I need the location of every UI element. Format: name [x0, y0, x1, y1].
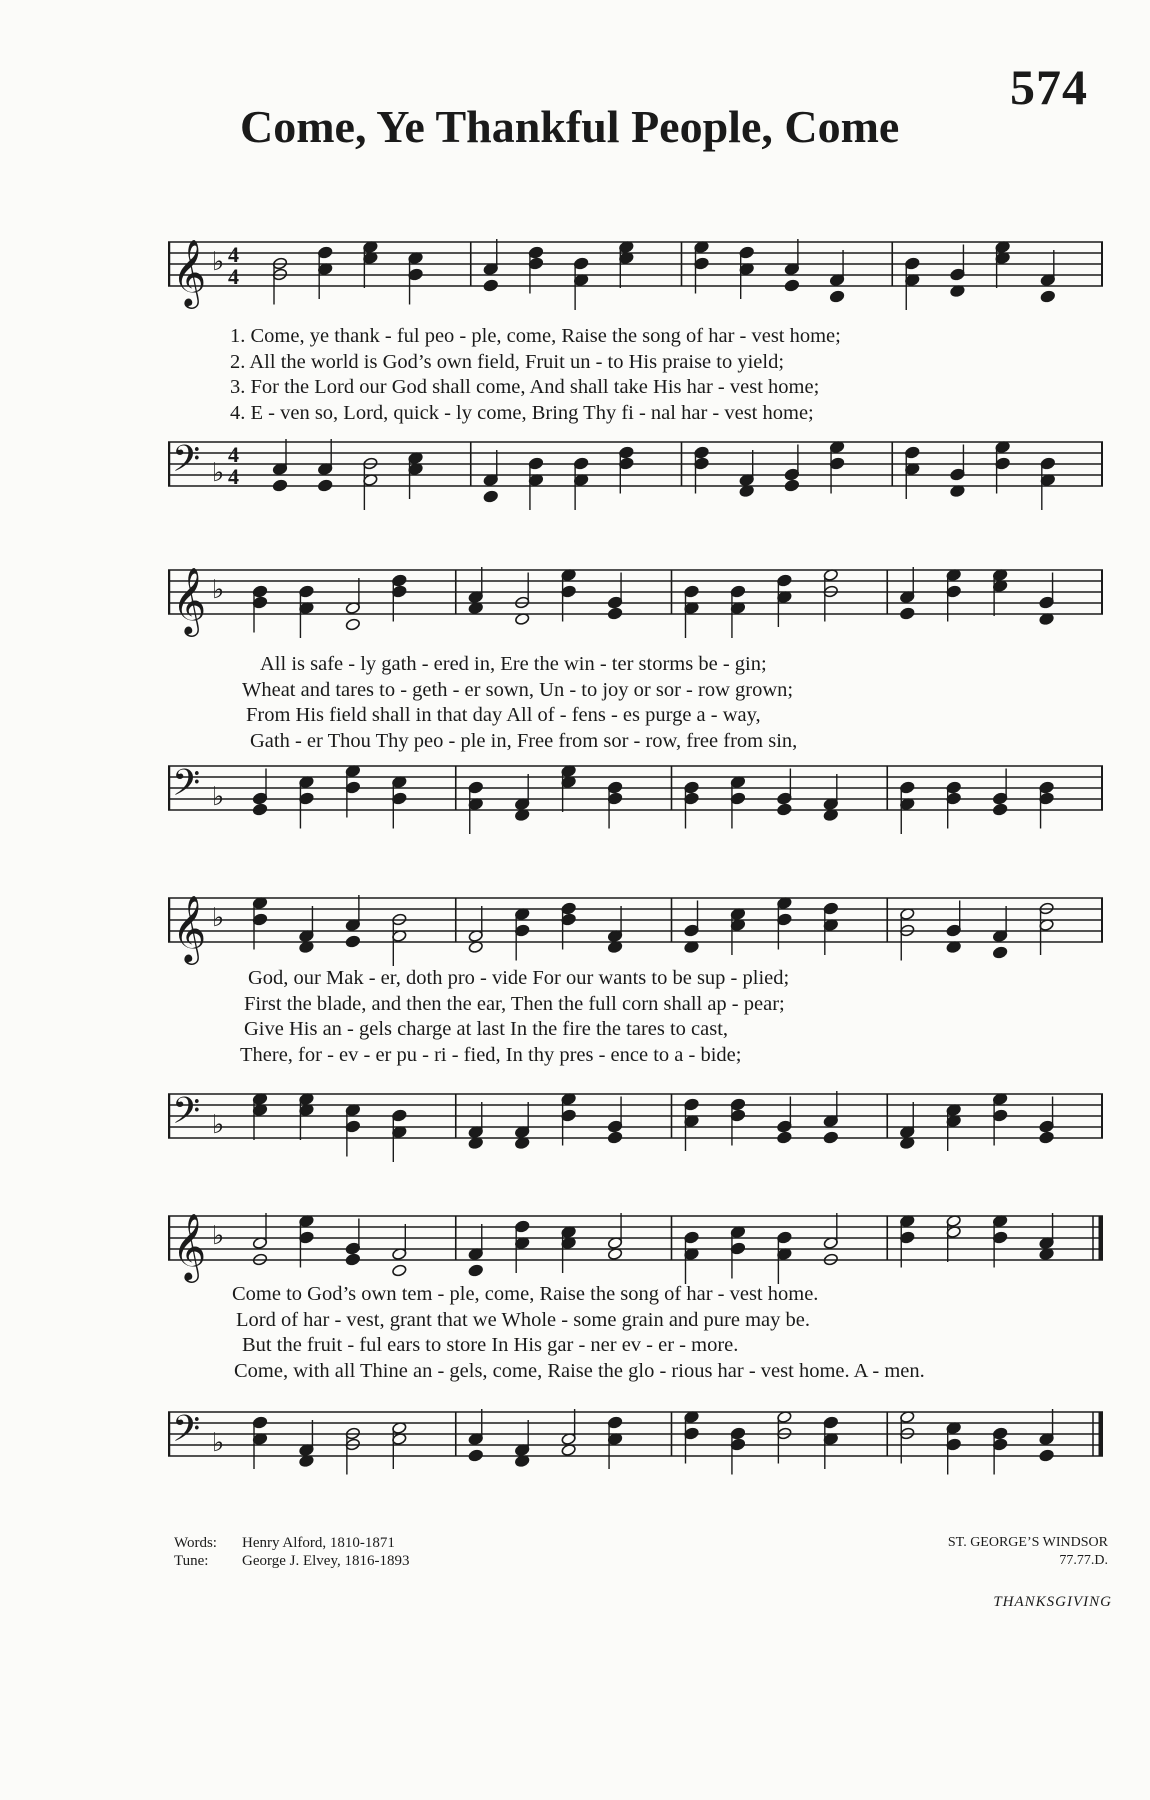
notehead [992, 803, 1007, 816]
tune-credit [174, 1552, 409, 1570]
tune-label: Tune: [174, 1553, 209, 1569]
lyric-verse-1: 1. Come, ye thank - ful peo - ple, come, Raise the song of har - vest home; [230, 325, 841, 347]
words-label: Words: [174, 1535, 217, 1551]
notehead [607, 1131, 622, 1144]
notehead [483, 490, 498, 503]
tune-info [948, 1534, 1108, 1570]
notehead [607, 607, 622, 620]
treble-clef-icon: 𝄞 [172, 238, 207, 306]
notehead [468, 1449, 483, 1462]
words-credit [174, 1534, 409, 1552]
bass-clef-icon: 𝄢 [172, 1408, 201, 1459]
hymn-number: 574 [1010, 59, 1088, 115]
notehead [272, 479, 287, 492]
lyric-verse-2: Wheat and tares to - geth - er sown, Un - to joy or sor - row grown; [242, 678, 794, 701]
notehead [345, 618, 360, 631]
notehead [252, 803, 267, 816]
lyric-verse-3: But the fruit - ful ears to store In His gar - ner ev - er - more. [242, 1334, 739, 1356]
treble-clef-icon: 𝄞 [172, 894, 207, 962]
flat-icon: ♭ [212, 247, 225, 277]
time-signature-bottom: 4 [228, 264, 239, 289]
treble-staff [168, 1206, 1103, 1286]
lyric-verse-4: There, for - ev - er pu - ri - fied, In thy pres - ence to a - bide; [240, 1043, 742, 1066]
lyric-verse-3: Give His an - gels charge at last In the fire the tares to cast, [244, 1018, 729, 1040]
notehead [823, 1131, 838, 1144]
notehead [345, 1253, 360, 1266]
lyric-verse-4: 4. E - ven so, Lord, quick - ly come, Bring Thy fi - nal har - vest home; [230, 401, 814, 424]
lyric-verse-2: First the blade, and then the ear, Then the full corn shall ap - pear; [244, 992, 785, 1015]
flat-icon: ♭ [212, 458, 225, 488]
flat-icon: ♭ [212, 782, 225, 812]
notehead [318, 479, 333, 492]
bass-staff [168, 1084, 1103, 1164]
treble-clef-icon: 𝄞 [172, 1212, 207, 1280]
notehead [777, 1131, 792, 1144]
lyrics-block [168, 1282, 1103, 1384]
treble-staff [168, 232, 1103, 312]
lyric-verse-4: Come, with all Thine an - gels, come, Raise the glo - rious har - vest home. A - men. [234, 1359, 925, 1382]
bass-staff [168, 756, 1103, 836]
lyric-verse-2: 2. All the world is God’s own field, Fruit un - to His praise to yield; [230, 350, 785, 373]
time-signature-bottom: 4 [228, 464, 239, 489]
lyrics-block [168, 324, 1103, 426]
lyric-verse-1: Come to God’s own tem - ple, come, Raise the song of har - vest home. [232, 1283, 819, 1305]
notehead [992, 946, 1007, 959]
lyric-verse-3: 3. For the Lord our God shall come, And shall take His har - vest home; [230, 376, 820, 398]
hymn-title: Come, Ye Thankful People, Come [240, 101, 900, 152]
notehead [829, 290, 844, 303]
flat-icon: ♭ [212, 575, 225, 605]
flat-icon: ♭ [212, 1110, 225, 1140]
bass-clef-icon: 𝄢 [172, 762, 201, 813]
words-author: Henry Alford, 1810-1871 [242, 1535, 395, 1551]
notehead [468, 1264, 483, 1277]
notehead [483, 279, 498, 292]
time-signature-top: 4 [228, 442, 239, 467]
treble-staff [168, 888, 1103, 968]
notehead [900, 607, 915, 620]
tune-meter: 77.77.D. [1059, 1553, 1108, 1568]
notehead [784, 479, 799, 492]
lyric-verse-3: From His field shall in that day All of - fens - es purge a - way, [246, 704, 761, 726]
bass-clef-icon: 𝄢 [172, 1090, 201, 1141]
bass-staff [168, 432, 1103, 512]
tune-composer: George J. Elvey, 1816-1893 [242, 1553, 410, 1569]
treble-staff [168, 560, 1103, 640]
notehead [1040, 290, 1055, 303]
bass-clef-icon: 𝄢 [172, 438, 201, 489]
credits [174, 1534, 409, 1570]
notehead [345, 935, 360, 948]
time-signature-top: 4 [228, 242, 239, 267]
notehead [392, 1264, 407, 1277]
lyrics-block [168, 966, 1103, 1068]
notehead [1039, 1131, 1054, 1144]
lyric-verse-4: Gath - er Thou Thy peo - ple in, Free from sor - row, free from sin, [250, 729, 798, 752]
category-label: THANKSGIVING [993, 1594, 1112, 1610]
notehead [784, 279, 799, 292]
treble-clef-icon: 𝄞 [172, 566, 207, 634]
flat-icon: ♭ [212, 1221, 225, 1251]
lyric-verse-1: All is safe - ly gath - ered in, Ere the win - ter storms be - gin; [260, 653, 767, 675]
tune-name: ST. GEORGE’S WINDSOR [947, 1535, 1108, 1550]
lyric-verse-2: Lord of har - vest, grant that we Whole - some grain and pure may be. [236, 1308, 810, 1331]
flat-icon: ♭ [212, 1428, 225, 1458]
lyric-verse-1: God, our Mak - er, doth pro - vide For our wants to be sup - plied; [248, 967, 790, 989]
flat-icon: ♭ [212, 903, 225, 933]
notehead [777, 803, 792, 816]
bass-staff [168, 1402, 1103, 1482]
notehead [1039, 1449, 1054, 1462]
lyrics-block [168, 652, 1103, 754]
